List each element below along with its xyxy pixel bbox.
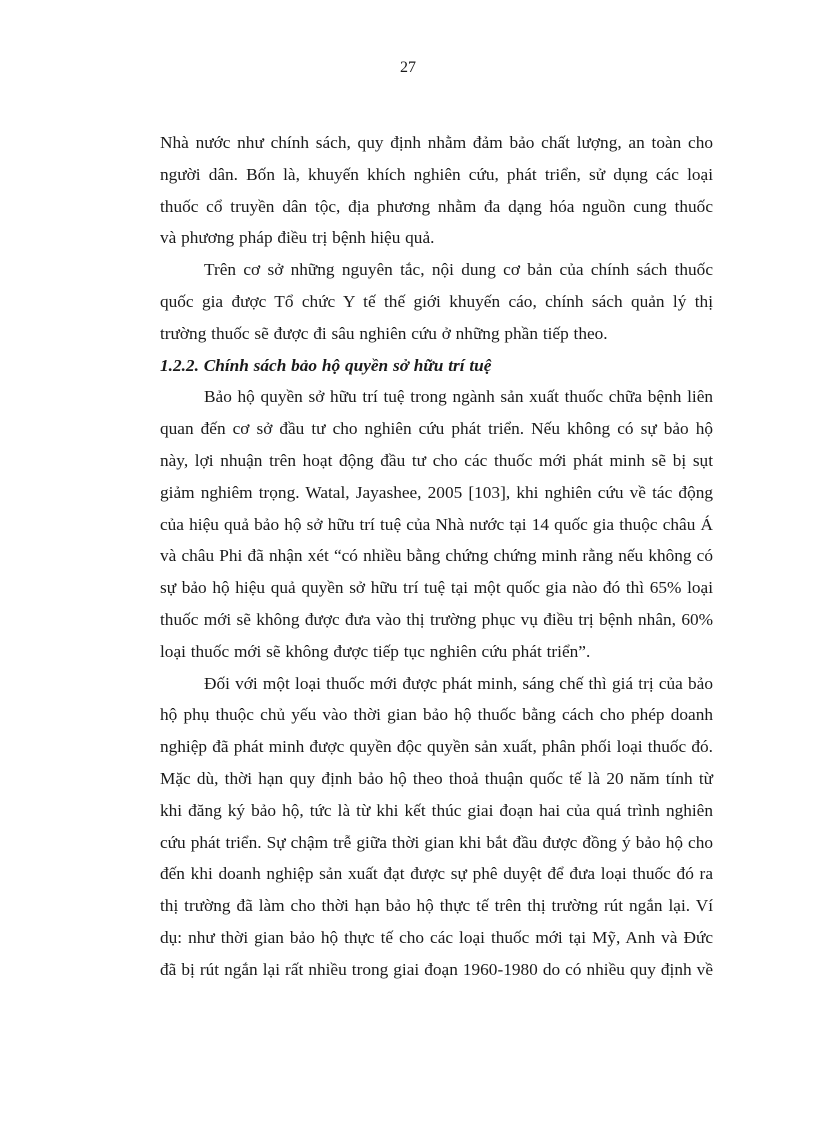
page-number: 27 — [400, 59, 416, 76]
text-line: cứu phát triển. Sự chậm trễ giữa thời gian khi bắt đầu được đồng ý bảo hộ cho — [160, 832, 713, 852]
text-line: của hiệu quả bảo hộ sở hữu trí tuệ của Nhà nước tại 14 quốc gia thuộc châu Á — [160, 514, 713, 534]
paragraph — [160, 668, 713, 986]
text-line: thị trường đã làm cho thời hạn bảo hộ thực tế trên thị trường rút ngắn lại. Ví — [160, 896, 713, 916]
text-line: quan đến cơ sở đầu tư cho nghiên cứu phát triển. Nếu không có sự bảo hộ — [160, 419, 713, 439]
text-line: và châu Phi đã nhận xét “có nhiều bằng chứng chứng minh rằng nếu không có — [160, 546, 713, 566]
text-line: sự bảo hộ hiệu quả quyền sở hữu trí tuệ tại một quốc gia nào đó thì 65% loại — [160, 578, 713, 598]
text-line: người dân. Bốn là, khuyến khích nghiên cứu, phát triển, sử dụng các loại — [160, 164, 713, 184]
text-line: quốc gia được Tổ chức Y tế thế giới khuyến cáo, chính sách quản lý thị — [160, 291, 713, 311]
paragraph-continuation — [160, 127, 713, 254]
document-body — [160, 127, 713, 986]
text-line: Đối với một loại thuốc mới được phát minh, sáng chế thì giá trị của bảo — [204, 673, 713, 693]
text-line: hộ phụ thuộc chủ yếu vào thời gian bảo hộ thuốc bằng cách cho phép doanh — [160, 705, 713, 725]
text-line: Trên cơ sở những nguyên tắc, nội dung cơ bản của chính sách thuốc — [204, 260, 713, 280]
paragraph — [160, 254, 713, 349]
text-line: trường thuốc sẽ được đi sâu nghiên cứu ở những phần tiếp theo. — [160, 323, 608, 343]
text-line: đến khi doanh nghiệp sản xuất đạt được sự phê duyệt để đưa loại thuốc đó ra — [160, 864, 713, 884]
text-line: thuốc mới sẽ không được đưa vào thị trường phục vụ điều trị bệnh nhân, 60% — [160, 609, 713, 629]
text-line: loại thuốc mới sẽ không được tiếp tục nghiên cứu phát triển”. — [160, 641, 591, 661]
text-line: thuốc cổ truyền dân tộc, địa phương nhằm đa dạng hóa nguồn cung thuốc — [160, 196, 713, 216]
text-line: nghiệp đã phát minh được quyền độc quyền sản xuất, phân phối loại thuốc đó. — [160, 737, 713, 757]
text-line: đã bị rút ngắn lại rất nhiều trong giai đoạn 1960-1980 do có nhiều quy định về — [160, 959, 713, 979]
section-heading: 1.2.2. Chính sách bảo hộ quyền sở hữu trí tuệ — [160, 355, 492, 375]
text-line: và phương pháp điều trị bệnh hiệu quả. — [160, 228, 435, 248]
text-line: này, lợi nhuận trên hoạt động đầu tư cho các thuốc mới phát minh sẽ bị sụt — [160, 450, 713, 470]
text-line: dụ: như thời gian bảo hộ thực tế cho các loại thuốc mới tại Mỹ, Anh và Đức — [160, 927, 713, 947]
text-line: Mặc dù, thời hạn quy định bảo hộ theo thoả thuận quốc tế là 20 năm tính từ — [160, 768, 713, 788]
paragraph — [160, 381, 713, 667]
text-line: giảm nghiêm trọng. Watal, Jayashee, 2005 [103], khi nghiên cứu về tác động — [160, 482, 713, 502]
text-line: Bảo hộ quyền sở hữu trí tuệ trong ngành sản xuất thuốc chữa bệnh liên — [204, 387, 713, 407]
text-line: khi đăng ký bảo hộ, tức là từ khi kết thúc giai đoạn hai của quá trình nghiên — [160, 800, 713, 820]
text-line: Nhà nước như chính sách, quy định nhằm đảm bảo chất lượng, an toàn cho — [160, 133, 713, 152]
